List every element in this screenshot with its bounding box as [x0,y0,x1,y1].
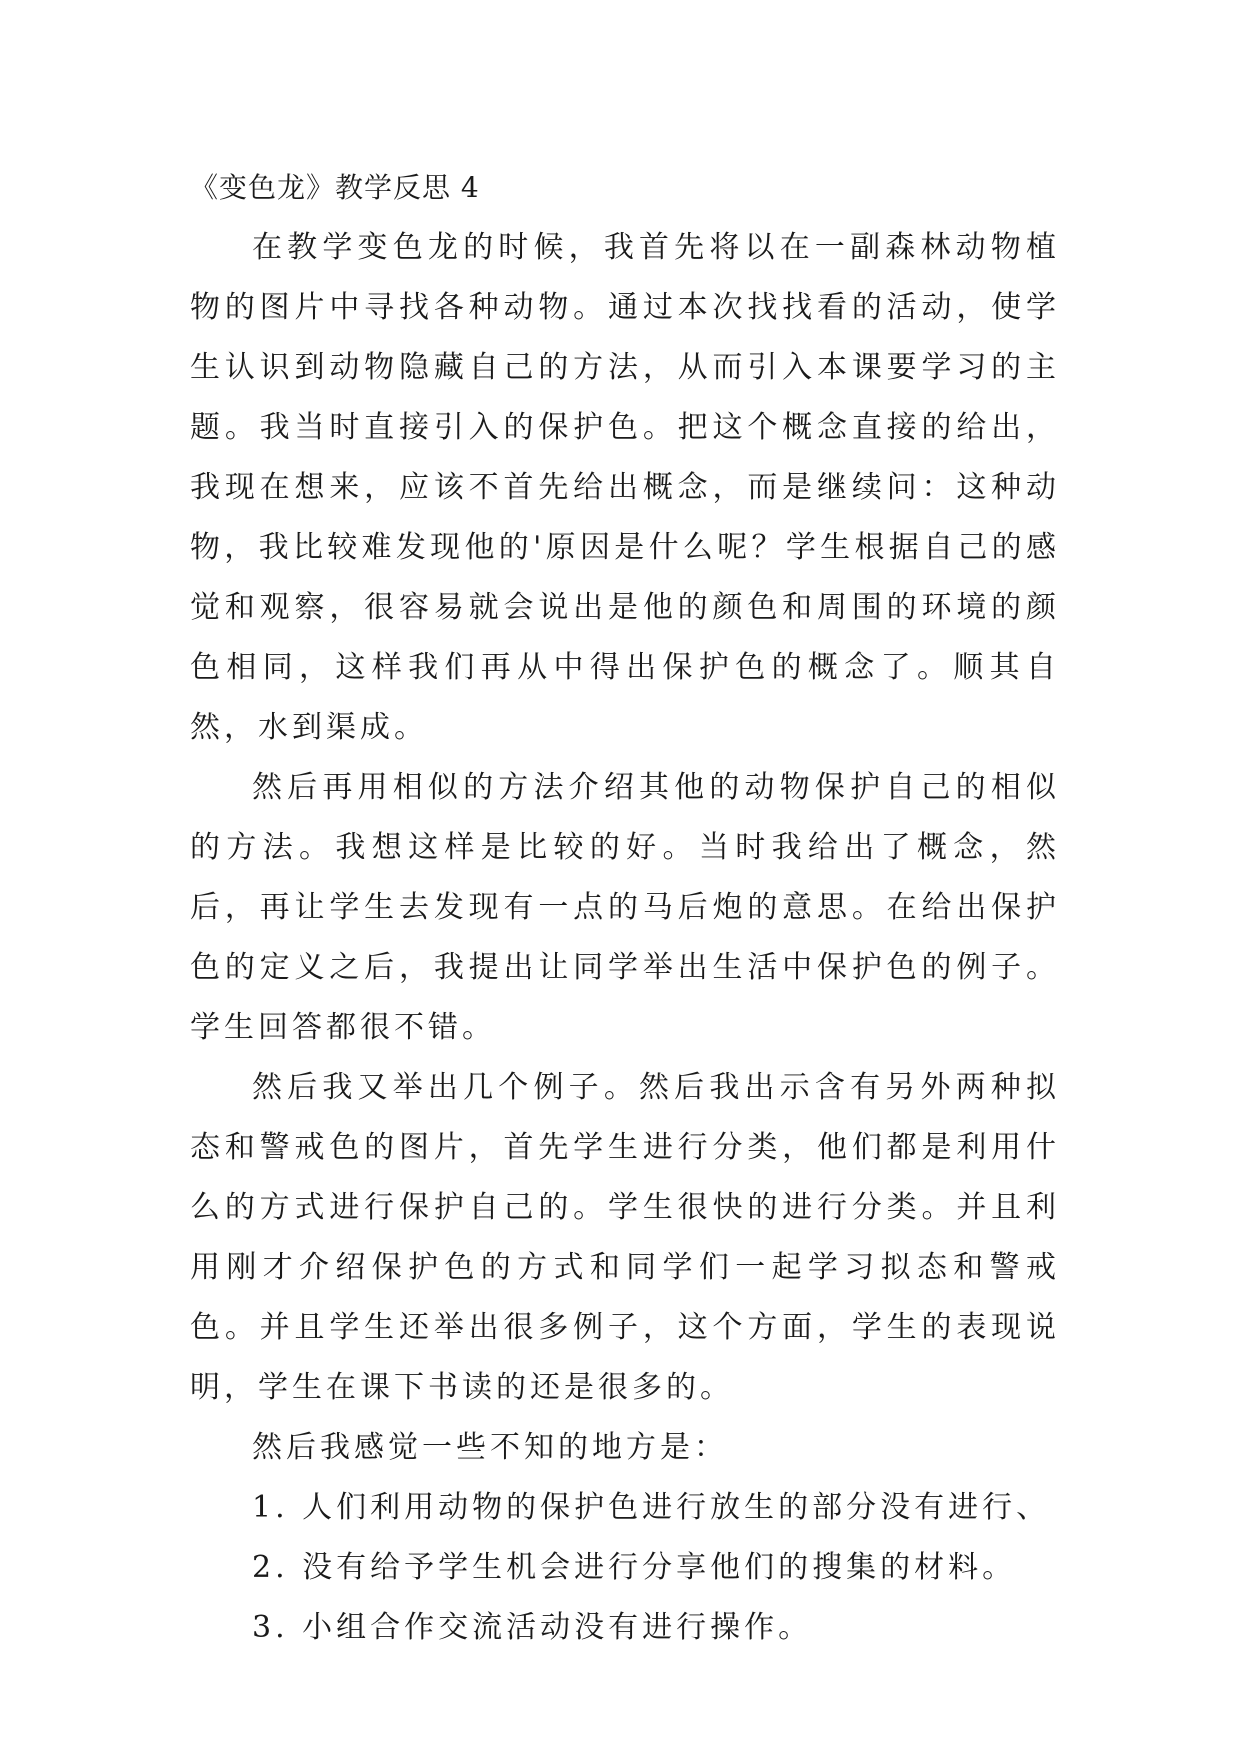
list-item-3: 3. 小组合作交流活动没有进行操作。 [252,1610,813,1645]
document-title: 《变色龙》教学反思 4 [190,171,480,204]
list-item-1: 1. 人们利用动物的保护色进行放生的部分没有进行、 [252,1490,1051,1525]
paragraph-2: 然后再用相似的方法介绍其他的动物保护自己的相似的方法。我想这样是比较的好。当时我给出了概念，然后，再让学生去发现有一点的马后炮的意思。在给出保护色的定义之后，我提出让同学举出生活中保护色的例子。学生回答都很不错。 [190,770,1060,1045]
paragraph-1: 在教学变色龙的时候，我首先将以在一副森林动物植物的图片中寻找各种动物。通过本次找找看的活动，使学生认识到动物隐藏自己的方法，从而引入本课要学习的主题。我当时直接引入的保护色。把这个概念直接的给出，我现在想来，应该不首先给出概念，而是继续问：这种动物，我比较难发现他的'原因是什么呢？学生根据自己的感觉和观察，很容易就会说出是他的颜色和周围的环境的颜色相同，这样我们再从中得出保护色的概念了。顺其自然，水到渠成。 [190,230,1060,745]
paragraph-3: 然后我又举出几个例子。然后我出示含有另外两种拟态和警戒色的图片，首先学生进行分类，他们都是利用什么的方式进行保护自己的。学生很快的进行分类。并且利用刚才介绍保护色的方式和同学们一起学习拟态和警戒色。并且学生还举出很多例子，这个方面，学生的表现说明，学生在课下书读的还是很多的。 [190,1070,1060,1405]
paragraph-4: 然后我感觉一些不知的地方是： [252,1430,728,1465]
document-page [190,158,1060,1658]
list-item-2: 2. 没有给予学生机会进行分享他们的搜集的材料。 [252,1550,1017,1585]
